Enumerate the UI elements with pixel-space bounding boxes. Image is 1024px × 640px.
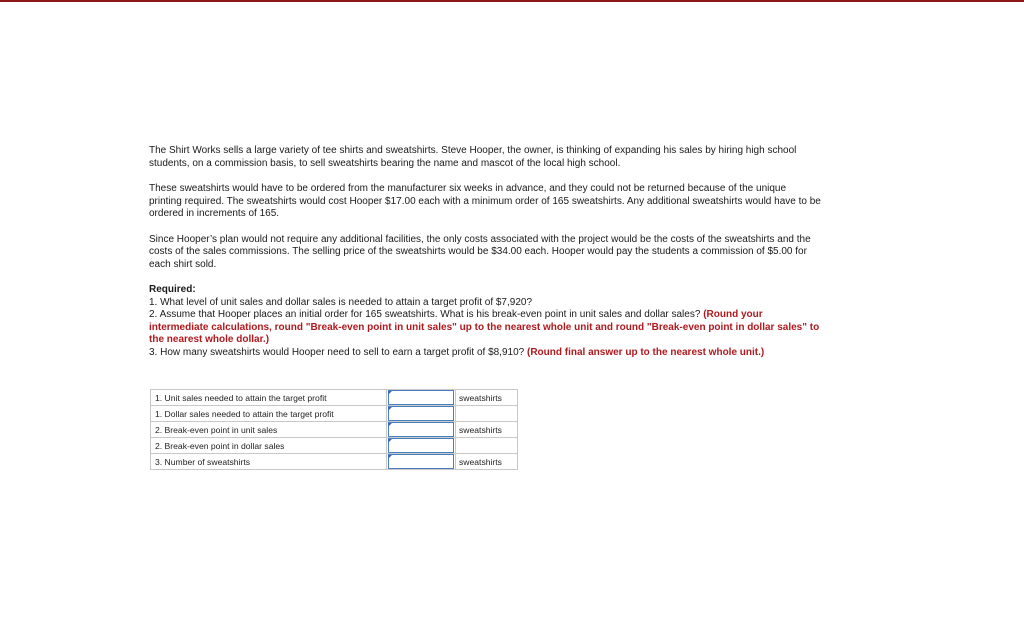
- question-3-rounding-note: (Round final answer up to the nearest whole unit.): [527, 346, 765, 358]
- row-unit: [456, 406, 518, 422]
- break-even-units-input[interactable]: [388, 422, 454, 437]
- row-unit: [456, 438, 518, 454]
- ordering-paragraph: These sweatshirts would have to be ordered from the manufacturer six weeks in advance, and they could not be returned because of the unique printing required. The sweatshirts would cost Hooper $17.00 each with a minimum order of 165 sweatshirts. Any additional sweatshirts would have to be ordered in increments of 165.: [149, 183, 821, 219]
- problem-content: [149, 145, 821, 359]
- input-cell: [387, 390, 456, 406]
- table-row: [151, 422, 518, 438]
- input-flag-icon: [388, 391, 392, 395]
- input-flag-icon: [388, 423, 392, 427]
- input-cell: [387, 406, 456, 422]
- table-row: [151, 438, 518, 454]
- break-even-dollars-input[interactable]: [388, 438, 454, 453]
- question-2: [149, 309, 821, 347]
- row-unit: sweatshirts: [456, 422, 518, 438]
- answer-table: [150, 389, 518, 470]
- unit-sales-target-input[interactable]: [388, 390, 454, 405]
- costs-paragraph: Since Hooper’s plan would not require any additional facilities, the only costs associated with the project would be the costs of the sweatshirts and the costs of the sales commissions. The selling price of the sweatshirts would be $34.00 each. Hooper would pay the students a commission of $5.00 for each shirt sold.: [149, 233, 811, 270]
- row-label: 2. Break-even point in unit sales: [151, 422, 387, 438]
- row-unit: sweatshirts: [456, 454, 518, 470]
- table-row: [151, 406, 518, 422]
- table-row: [151, 390, 518, 406]
- row-unit: sweatshirts: [456, 390, 518, 406]
- table-row: [151, 454, 518, 470]
- row-label: 1. Dollar sales needed to attain the target profit: [151, 406, 387, 422]
- dollar-sales-target-input[interactable]: [388, 406, 454, 421]
- row-label: 2. Break-even point in dollar sales: [151, 438, 387, 454]
- row-label: 1. Unit sales needed to attain the target profit: [151, 390, 387, 406]
- required-title: Required:: [149, 284, 196, 295]
- question-2-rounding-note: (Round your intermediate calculations, round "Break-even point in unit sales" up to the nearest whole unit and round "Break-even point in dollar sales" to the nearest whole dollar.): [149, 309, 820, 345]
- question-3: [149, 347, 821, 360]
- intro-paragraph: The Shirt Works sells a large variety of tee shirts and sweatshirts. Steve Hooper, the owner, is thinking of expanding his sales by hiring high school students, on a commission basis, to sell sweatshirts bearing the name and mascot of the local high school.: [149, 145, 797, 169]
- question-3-text: 3. How many sweatshirts would Hooper need to sell to earn a target profit of $8,910?: [149, 346, 525, 358]
- row-label: 3. Number of sweatshirts: [151, 454, 387, 470]
- input-cell: [387, 422, 456, 438]
- input-flag-icon: [388, 407, 392, 411]
- top-border: [0, 0, 1024, 2]
- question-2-text: 2. Assume that Hooper places an initial order for 165 sweatshirts. What is his break-even point in unit sales and dollar sales?: [149, 309, 701, 320]
- required-section: [149, 284, 821, 359]
- input-flag-icon: [388, 439, 392, 443]
- sweatshirts-needed-input[interactable]: [388, 454, 454, 469]
- input-flag-icon: [388, 455, 392, 459]
- question-1: 1. What level of unit sales and dollar sales is needed to attain a target profit of $7,920?: [149, 296, 533, 308]
- input-cell: [387, 438, 456, 454]
- input-cell: [387, 454, 456, 470]
